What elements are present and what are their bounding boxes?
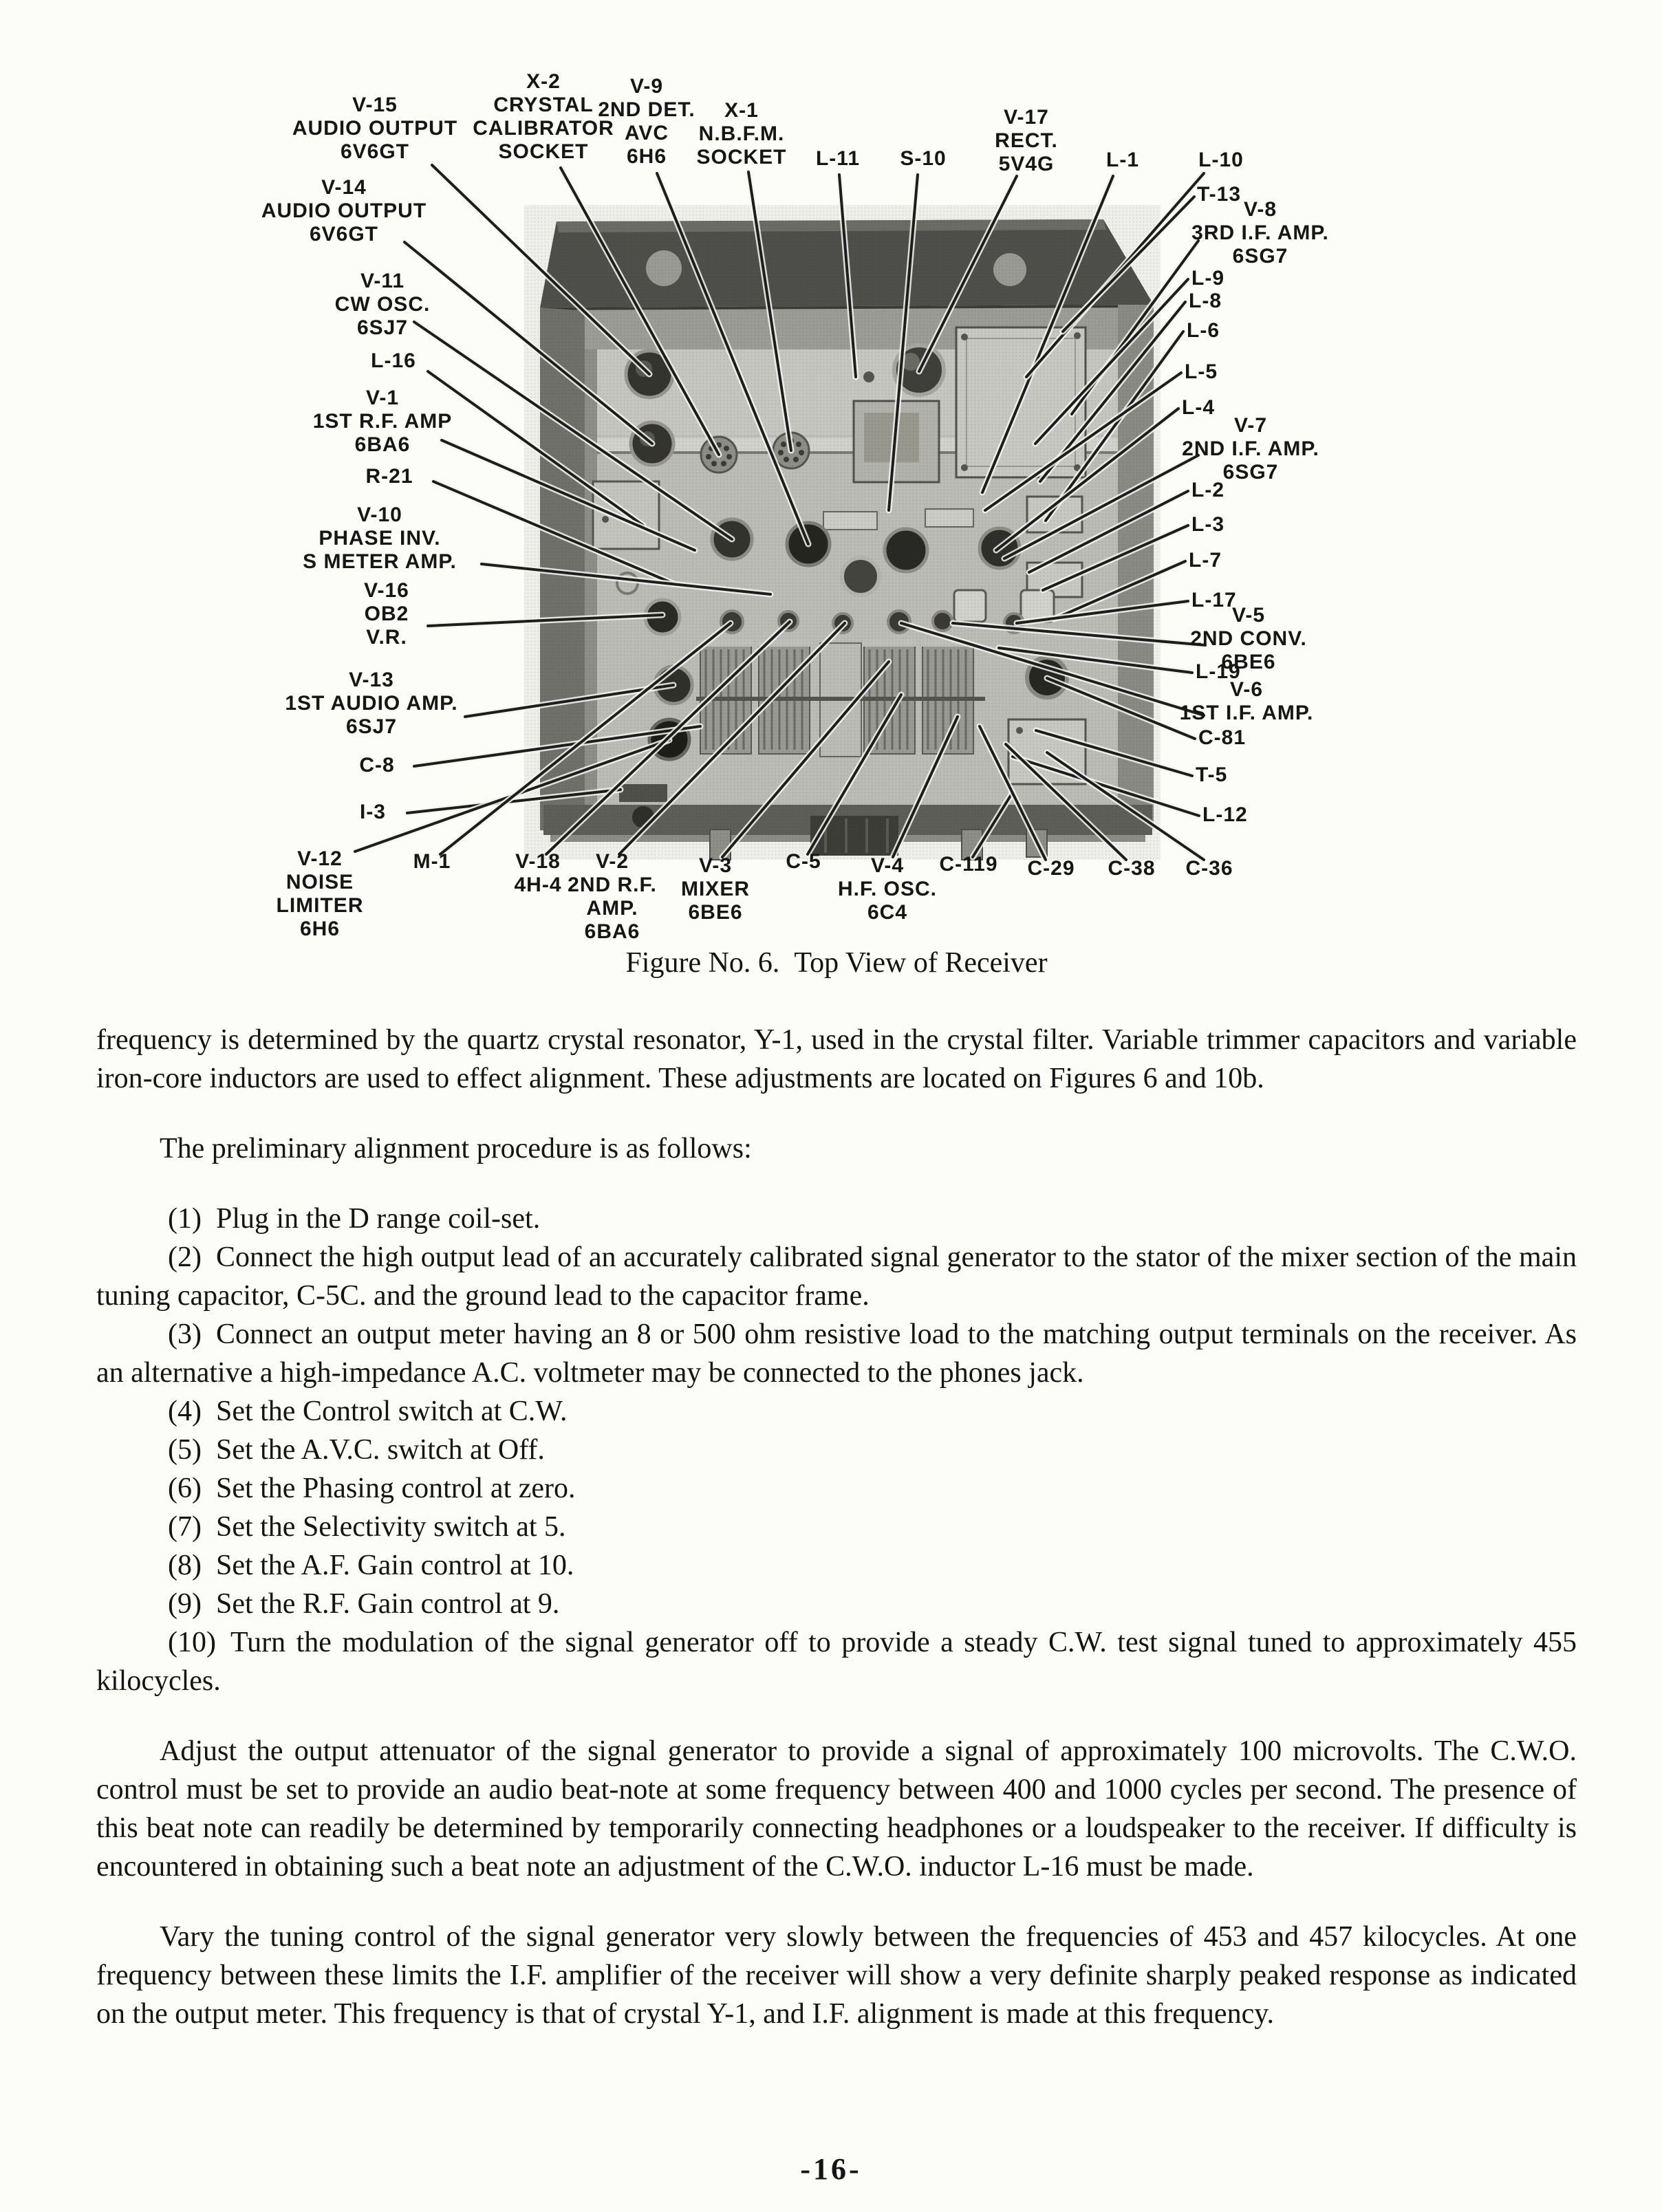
callout-label-v7: V-7 2ND I.F. AMP. 6SG7	[1182, 414, 1319, 484]
paragraph: The preliminary alignment procedure is as follows:	[160, 1133, 752, 1164]
callout-label-v13: V-13 1ST AUDIO AMP. 6SJ7	[285, 669, 458, 738]
callout-label-v5: V-5 2ND CONV. 6BE6	[1190, 604, 1307, 673]
paragraph: Vary the tuning control of the signal generator very slowly between the frequencies of 453 and 457 kilocycles. At one frequency between these limits the I.F. amplifier of the receiver will show a very definite sharply peaked response as indicated on the output meter. This frequency is that of crystal Y-1, and I.F. alignment is made at this frequency.	[96, 1921, 1577, 2030]
callout-label-v16: V-16 OB2 V.R.	[364, 579, 409, 649]
callout-label-v6: V-6 1ST I.F. AMP.	[1179, 678, 1314, 724]
list-item: (10) Turn the modulation of the signal generator off to provide a steady C.W. test signal tuned to approximately 455 kilocycles.	[96, 1627, 1577, 1697]
page-number: -16-	[800, 2152, 862, 2186]
figure-caption: Figure No. 6. Top View of Receiver	[625, 947, 1048, 979]
list-item: (6) Set the Phasing control at zero.	[168, 1473, 576, 1504]
list-item: (9) Set the R.F. Gain control at 9.	[168, 1588, 560, 1620]
paragraphs	[96, 1021, 1577, 2033]
list-item: (8) Set the A.F. Gain control at 10.	[168, 1550, 574, 1581]
list-item: (4) Set the Control switch at C.W.	[168, 1396, 568, 1427]
paragraph: Adjust the output attenuator of the signal generator to provide a signal of approximately 100 microvolts. The C.W.O. control must be set to provide an audio beat-note at some frequency between 400 and 1000 cycles per second. The presence of this beat note can readily be determined by temporarily connecting headphones or a loudspeaker to the receiver. If difficulty is encountered in obtaining such a beat note an adjustment of the C.W.O. inductor L-16 must be made.	[96, 1735, 1577, 1883]
callout-label-l2: L-2	[1191, 479, 1224, 501]
callout-label-v11: V-11 CW OSC. 6SJ7	[334, 270, 431, 339]
callout-label-c8: C-8	[359, 754, 395, 777]
callout-label-v8: V-8 3RD I.F. AMP. 6SG7	[1191, 198, 1329, 268]
callout-label-l19: L-19	[1196, 660, 1241, 683]
callout-label-t13: T-13	[1197, 183, 1242, 206]
callout-label-l6: L-6	[1187, 319, 1220, 342]
callout-label-c81: C-81	[1198, 726, 1246, 749]
figure-top-view-of-receiver	[0, 0, 1662, 946]
callout-label-s10: S-10	[900, 147, 947, 170]
paragraph: frequency is determined by the quartz crystal resonator, Y-1, used in the crystal filter. Variable trimmer capacitors and variable iron-core inductors are used to effect alignment. These adjustments are located on Figures 6 and 10b.	[96, 1024, 1577, 1094]
callout-label-l7: L-7	[1189, 549, 1222, 572]
callout-label-x2: X-2 CRYSTAL CALIBRATOR SOCKET	[473, 70, 614, 163]
callout-label-v14: V-14 AUDIO OUTPUT 6V6GT	[261, 176, 427, 246]
callout-label-l9: L-9	[1191, 267, 1224, 290]
callout-label-l1: L-1	[1106, 149, 1139, 171]
callout-label-l5: L-5	[1185, 360, 1218, 383]
callout-label-x1: X-1 N.B.F.M. SOCKET	[696, 99, 787, 169]
callout-label-v4: V-4 H.F. OSC. 6C4	[837, 854, 938, 924]
callout-label-c36: C-36	[1185, 857, 1233, 880]
callout-label-l4: L-4	[1182, 396, 1215, 419]
callout-label-l12: L-12	[1202, 803, 1248, 826]
callout-label-l17: L-17	[1191, 589, 1237, 611]
callout-label-l10: L-10	[1198, 149, 1244, 171]
list-item: (5) Set the A.V.C. switch at Off.	[168, 1434, 545, 1466]
callout-label-v2: V-2 2ND R.F. AMP. 6BA6	[568, 850, 657, 943]
callout-label-c29: C-29	[1027, 857, 1075, 880]
callout-label-v17: V-17 RECT. 5V4G	[995, 106, 1058, 175]
callout-label-l11: L-11	[815, 147, 861, 170]
callout-label-t5: T-5	[1196, 763, 1228, 786]
callout-label-m1: M-1	[413, 850, 451, 873]
callout-label-v10: V-10 PHASE INV. S METER AMP.	[303, 503, 457, 573]
list-item: (7) Set the Selectivity switch at 5.	[168, 1511, 566, 1543]
body-text-block	[96, 944, 1577, 2065]
callout-label-v1: V-1 1ST R.F. AMP 6BA6	[312, 387, 453, 456]
callout-label-v9: V-9 2ND DET. AVC 6H6	[598, 75, 695, 168]
list-item: (1) Plug in the D range coil-set.	[168, 1203, 541, 1235]
callout-label-c5: C-5	[786, 850, 821, 873]
callout-label-v3: V-3 MIXER 6BE6	[680, 854, 751, 924]
list-item: (3) Connect an output meter having an 8 or 500 ohm resistive load to the matching output terminals on the receiver. As an alternative a high-impedance A.C. voltmeter may be connected to the phones jack.	[96, 1319, 1577, 1389]
callout-label-v12: V-12 NOISE LIMITER 6H6	[276, 847, 364, 940]
callout-label-l8: L-8	[1189, 290, 1222, 312]
callout-label-c38: C-38	[1108, 857, 1156, 880]
callout-label-l3: L-3	[1191, 513, 1224, 536]
callout-label-r21: R-21	[365, 465, 413, 488]
callout-label-c119: C-119	[939, 853, 998, 876]
callout-label-v18: V-18 4H-4	[514, 850, 562, 896]
callout-label-l16: L-16	[371, 349, 416, 372]
callout-label-i3: I-3	[359, 801, 387, 823]
list-item: (2) Connect the high output lead of an accurately calibrated signal generator to the stator of the mixer section of the main tuning capacitor, C-5C. and the ground lead to the capacitor frame.	[96, 1241, 1577, 1312]
callout-label-v15: V-15 AUDIO OUTPUT 6V6GT	[292, 94, 458, 163]
